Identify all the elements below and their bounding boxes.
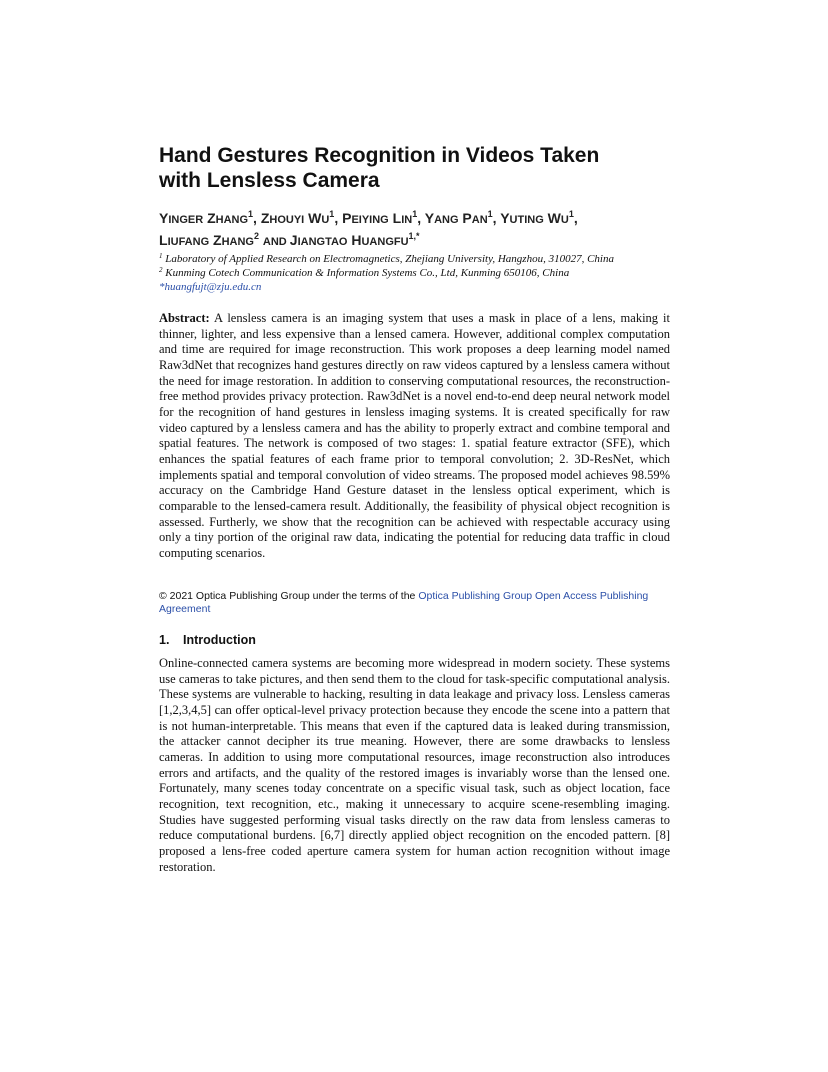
author-initial: Y	[500, 210, 510, 226]
author-affiliation-marker: 1	[487, 209, 493, 219]
author-initial: W	[547, 210, 561, 226]
author-name	[500, 210, 574, 226]
author-line	[159, 208, 679, 230]
introduction-paragraph: Online-connected camera systems are becoming more widespread in modern society. These systems use cameras to take pictures, and then send them to the cloud for task-specific computational analysis. These systems are vulnerable to hacking, resulting in data leakage and privacy loss. Lensless cameras [1,2,3,4,5] can offer optical-level privacy protection because they encode the scene into a pattern that is not human-interpretable. This means that even if the captured data is leaked during transmission, the attacker cannot decipher its true meaning. However, there are some drawbacks to lensless cameras. In addition to using more computational resources, image reconstruction also introduces errors and artifacts, and the quality of the restored images is invariably worse than the lensed one. Fortunately, many scenes today concentrate on a specific visual task, such as object location, face recognition, text recognition, etc., making it unnecessary to acquire scene-resembling imaging. Studies have suggested performing visual tasks directly on the raw data from lensless cameras to reduce computational burdens. [6,7] directly applied object recognition on the encoded pattern. [8] proposed a lens-free coded aperture camera system for human action recognition without image restoration.	[159, 656, 670, 874]
author-name	[290, 232, 420, 248]
author-smallcaps: HANG	[215, 214, 249, 226]
author-smallcaps: IN	[401, 214, 413, 226]
author-separator: ,	[417, 210, 425, 226]
section-number: 1.	[159, 633, 170, 647]
abstract-text: A lensless camera is an imaging system that uses a mask in place of a lens, making it thinner, lighter, and less expensive than a lensed camera. However, additional complex computation and time are required for image reconstruction. This work proposes a deep learning model named Raw3dNet that recognizes hand gestures directly on raw videos captured by a lensless camera without the need for image restoration. In addition to conserving computational resources, the reconstruction-free method provides privacy protection. Raw3dNet is a novel end-to-end deep neural network model for the recognition of hand gestures in lensless imaging systems. It is created specifically for raw video captured by a lensless camera and has the ability to properly extract and combine temporal and spatial features. The network is composed of two stages: 1. spatial feature extractor (SFE), which enhances the spatial features of each frame prior to temporal convolution; 2. 3D-ResNet, which implements spatial and temporal convolution of video streams. The proposed model achieves 98.59% accuracy on the Cambridge Hand Gesture dataset in the lensless optical experiment, which is comparable to the lensed-camera result. Additionally, the feasibility of physical object recognition is assessed. Furtherly, we show that the recognition can be achieved with respectable accuracy using only a tiny portion of the original raw data, indicating the potential for reducing data traffic in cloud computing scenarios.	[159, 311, 670, 560]
author-initial: Y	[159, 210, 169, 226]
abstract	[159, 311, 670, 562]
affiliations	[159, 252, 679, 294]
author-smallcaps: UANGFU	[361, 236, 409, 248]
author-affiliation-marker: 1	[568, 209, 574, 219]
author-initial: J	[289, 232, 298, 248]
paper-title	[159, 143, 679, 193]
author-initial: Y	[424, 210, 435, 226]
affiliation-text: Kunming Cotech Communication & Information Systems Co., Ltd, Kunming 650106, China	[165, 267, 570, 279]
author-smallcaps: HOUYI	[269, 214, 305, 226]
author-initial: L	[392, 210, 402, 226]
affiliation-text: Laboratory of Applied Research on Electromagnetics, Zhejiang University, Hangzhou, 310027, China	[165, 253, 614, 265]
title-line: Hand Gestures Recognition in Videos Taken	[159, 144, 600, 167]
author-smallcaps: UTING	[509, 214, 544, 226]
author-smallcaps: U	[560, 214, 569, 226]
author-initial: W	[308, 210, 322, 226]
affiliation-marker: 2	[159, 266, 163, 274]
author-line	[159, 230, 679, 252]
author-smallcaps: HANG	[221, 236, 254, 248]
author-affiliation-marker: 1,*	[408, 231, 420, 241]
author-affiliation-marker: 1	[412, 209, 418, 219]
author-separator: ,	[253, 210, 261, 226]
affiliation-2	[159, 266, 679, 280]
license-prefix: © 2021 Optica Publishing Group under the terms of the	[159, 590, 419, 602]
corresponding-email[interactable]: *huangfujt@zju.edu.cn	[159, 281, 262, 293]
author-smallcaps: IANGTAO	[297, 236, 348, 248]
author-affiliation-marker: 1	[329, 209, 335, 219]
author-name	[159, 232, 259, 248]
author-initial: Z	[213, 232, 222, 248]
section-title: Introduction	[183, 633, 256, 647]
author-smallcaps: ANG	[434, 214, 459, 226]
author-initial: H	[351, 232, 362, 248]
author-smallcaps: U	[321, 214, 330, 226]
author-list	[159, 208, 679, 252]
abstract-label: Abstract:	[159, 311, 210, 325]
author-affiliation-marker: 2	[253, 231, 259, 241]
license-link[interactable]: Optica Publishing Group Open Access Publishing Agreement	[159, 590, 649, 615]
author-smallcaps: INGER	[168, 214, 204, 226]
affiliation-marker: 1	[159, 252, 163, 260]
author-initial: P	[462, 210, 472, 226]
author-separator: ,	[492, 210, 501, 226]
author-initial: Z	[260, 210, 270, 226]
author-name	[261, 210, 334, 226]
author-connector: AND	[262, 236, 290, 248]
author-smallcaps: IUFANG	[167, 236, 210, 248]
title-line: with Lensless Camera	[159, 169, 380, 192]
author-separator: ,	[573, 210, 578, 226]
author-affiliation-marker: 1	[248, 209, 254, 219]
author-name	[342, 210, 417, 226]
affiliation-1	[159, 252, 679, 266]
author-initial: Z	[207, 210, 216, 226]
section-heading-introduction	[159, 632, 256, 648]
author-smallcaps: EIYING	[351, 214, 389, 226]
author-initial: L	[159, 232, 168, 248]
author-initial: P	[342, 210, 352, 226]
author-smallcaps: AN	[471, 214, 488, 226]
author-name	[159, 210, 253, 226]
author-name	[425, 210, 493, 226]
author-separator: ,	[334, 210, 343, 226]
license-notice	[159, 590, 670, 616]
